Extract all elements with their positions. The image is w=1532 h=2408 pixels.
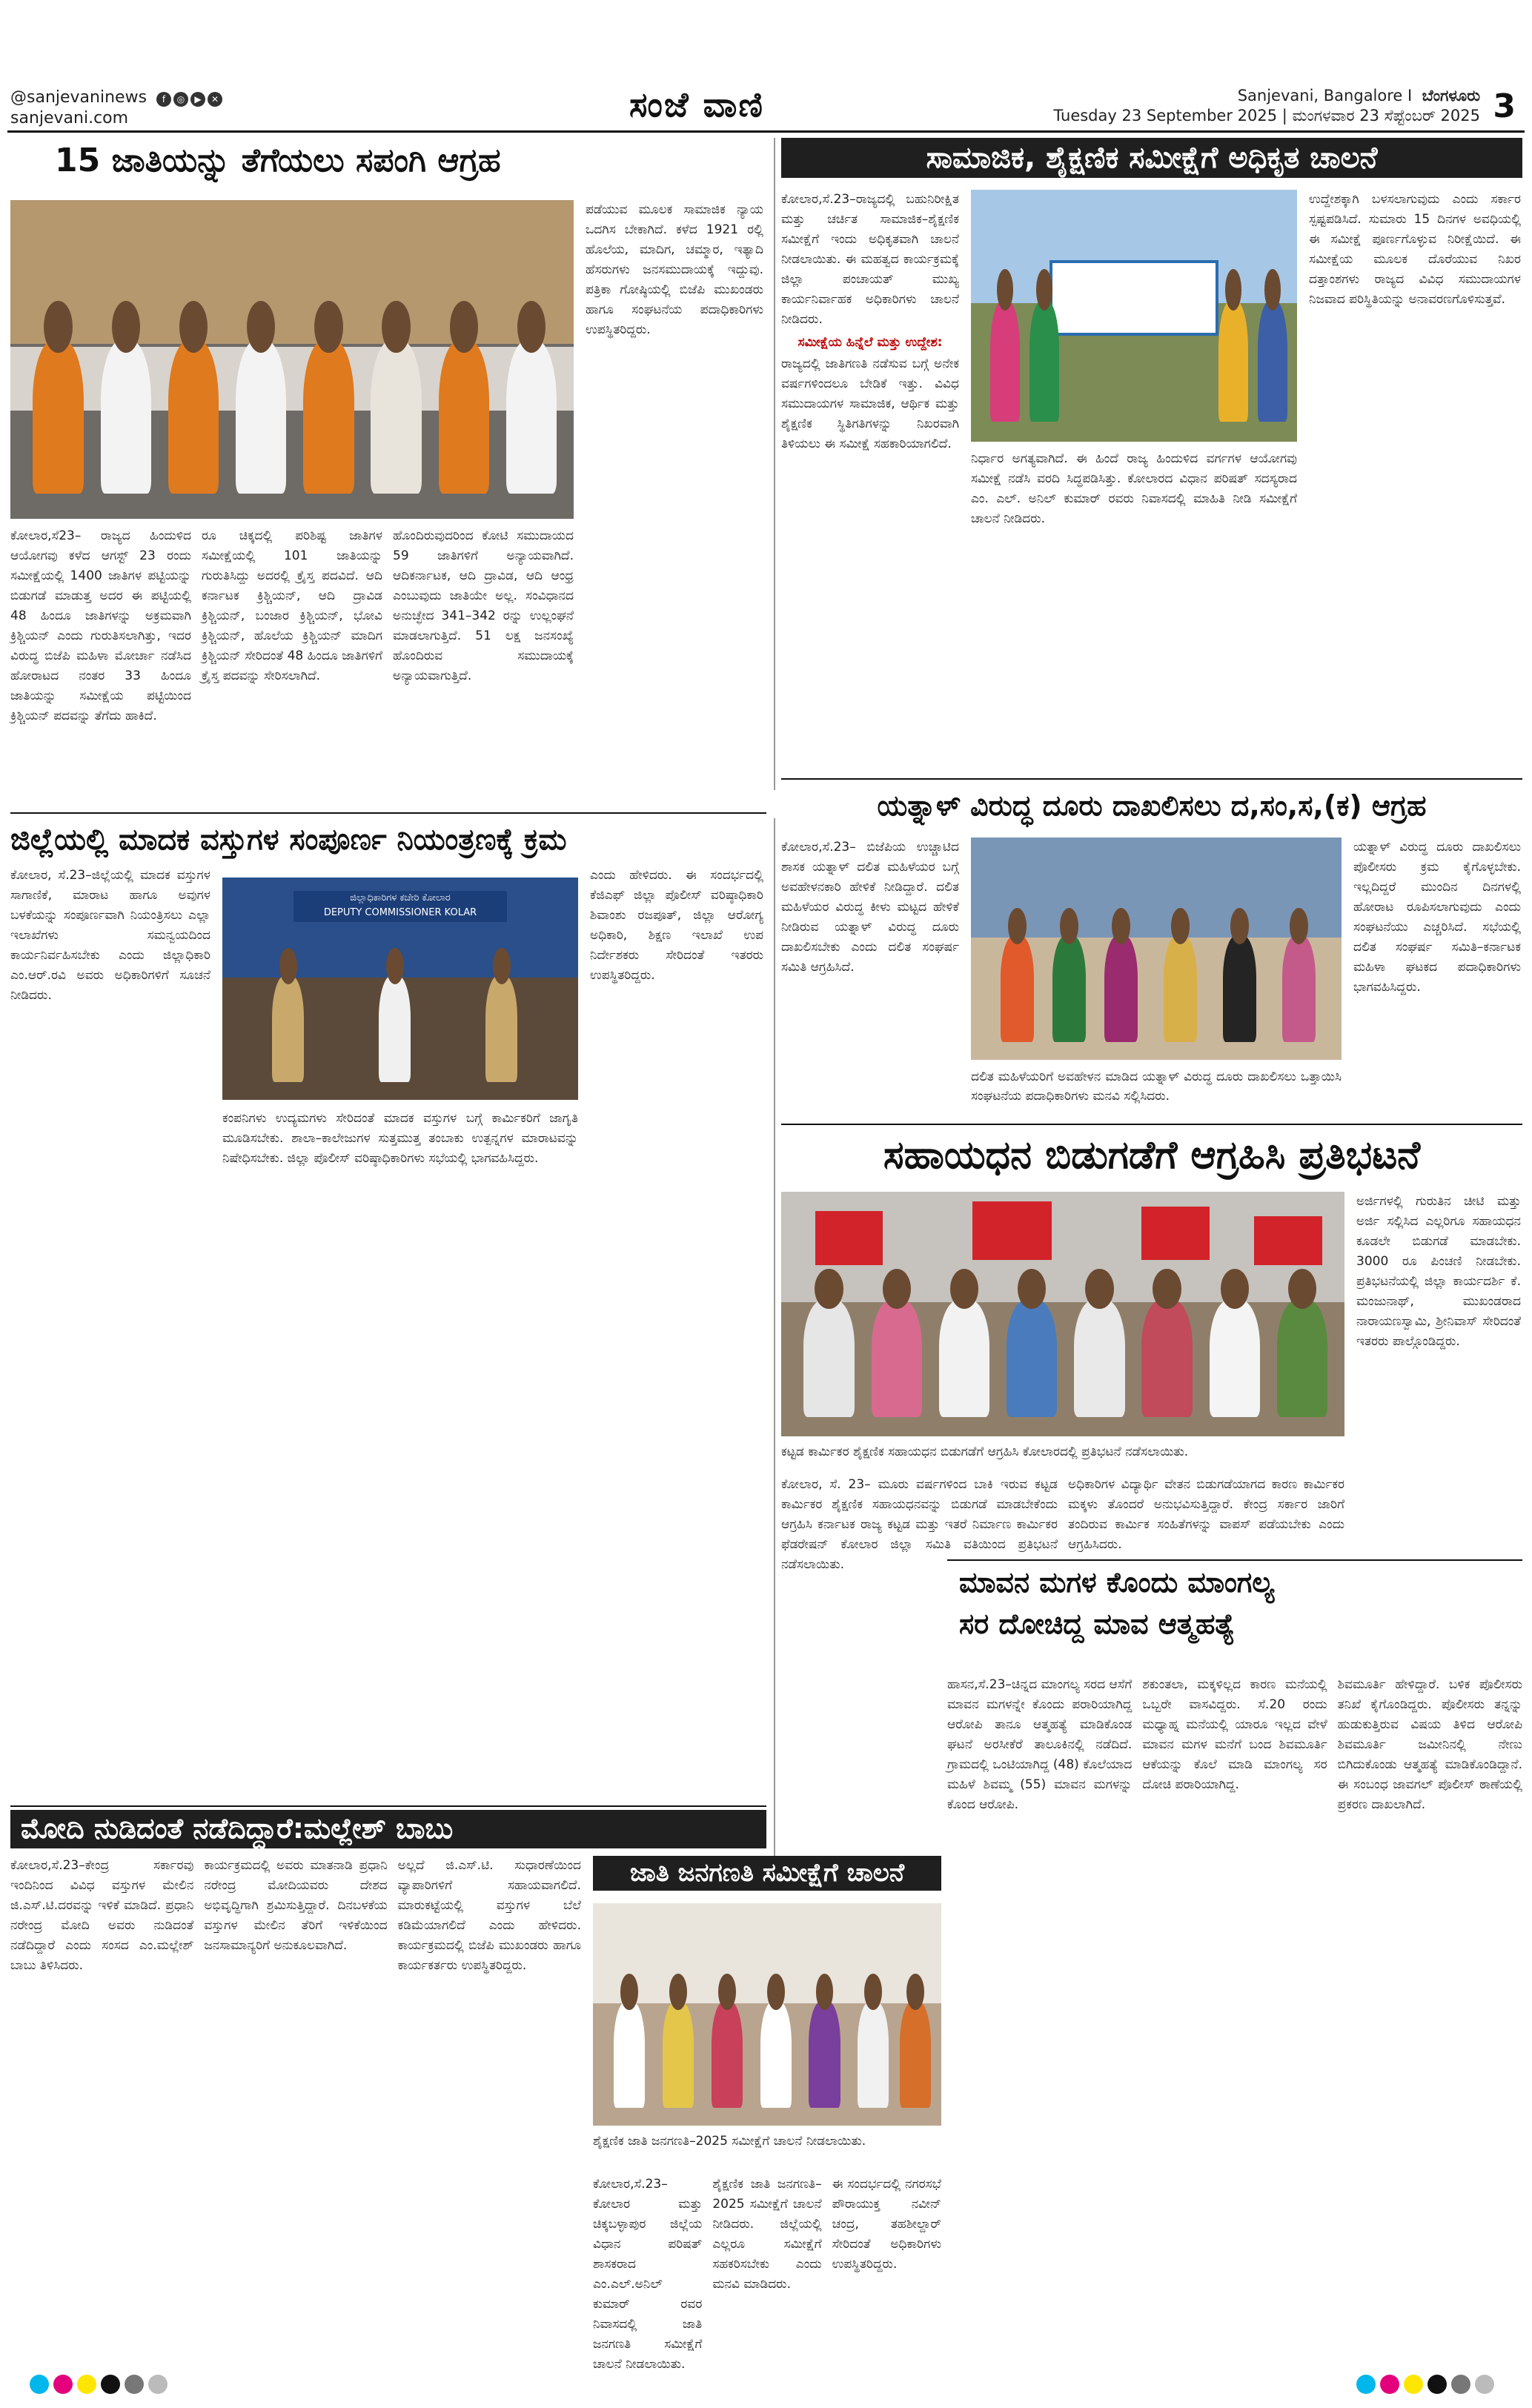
photo-census-launch — [593, 1903, 941, 2126]
photo-caption: ದಲಿತ ಮಹಿಳೆಯರಿಗೆ ಅವಹೇಳನ ಮಾಡಿದ ಯತ್ನಾಳ್ ವಿರುದ್ಧ ದೂರು ದಾಖಲಿಸಲು ಒತ್ತಾಯಿಸಿ ಸಂಘಟನೆಯ ಪದಾಧಿಕಾರಿಗಳು ಮನವಿ ಸಲ್ಲಿಸಿದರು. — [971, 1069, 1342, 1104]
section-rule — [10, 1805, 766, 1807]
story-column: ಶೈಕ್ಷಣಿಕ ಜಾತಿ ಜನಗಣತಿ–2025 ಸಮೀಕ್ಷೆಗೆ ಚಾಲನೆ ನೀಡಿದರು. ಜಿಲ್ಲೆಯಲ್ಲಿ ಎಲ್ಲರೂ ಸಮೀಕ್ಷೆಗೆ ಸಹಕರಿಸಬೇಕು ಎಂದು ಮನವಿ ಮಾಡಿದರು. — [712, 2177, 822, 2292]
social-handle[interactable]: @sanjevaninews — [10, 88, 147, 107]
page-number: 3 — [1493, 87, 1516, 125]
story-column: ರೂ ಚಿಕ್ಕದಲ್ಲಿ ಪರಿಶಿಷ್ಟ ಜಾತಿಗಳ ಸಮೀಕ್ಷೆಯಲ್ಲಿ 101 ಜಾತಿಯನ್ನು ಗುರುತಿಸಿದ್ದು ಅದರಲ್ಲಿ ಕ್ರೈಸ್ತ ಪದವಿದೆ. ಆದಿ ಕರ್ನಾಟಕ ಕ್ರಿಶ್ಚಿಯನ್, ಆದಿ ದ್ರಾವಿಡ ಕ್ರಿಶ್ಚಿಯನ್, ಬಂಜಾರ ಕ್ರಿಶ್ಚಿಯನ್, ಭೋವಿ ಕ್ರಿಶ್ಚಿಯನ್, ಹೊಲೆಯ ಕ್ರಿಶ್ಚಿಯನ್ ಮಾದಿಗ ಕ್ರಿಶ್ಚಿಯನ್ ಸೇರಿದಂತೆ 48 ಹಿಂದೂ ಜಾತಿಗಳಿಗೆ ಕ್ರೈಸ್ತ ಪದವನ್ನು ಸೇರಿಸಲಾಗಿದೆ. — [202, 528, 382, 683]
masthead-dateline: Sanjevani, Bangalore I ಬೆಂಗಳೂರು Tuesday 23 September 2025 | ಮಂಗಳವಾರ 23 ಸೆಪ್ಟೆಂಬರ್ 2025 — [1053, 87, 1480, 125]
story-drug-control — [10, 818, 766, 1767]
reg-mark-magenta — [1380, 2375, 1399, 2394]
story-column: ಕಾರ್ಯಕ್ರಮದಲ್ಲಿ ಅವರು ಮಾತನಾಡಿ ಪ್ರಧಾನಿ ನರೇಂದ್ರ ಮೋದಿಯವರು ದೇಶದ ಅಭಿವೃದ್ಧಿಗಾಗಿ ಶ್ರಮಿಸುತ್ತಿದ್ದಾರೆ. ದಿನಬಳಕೆಯ ವಸ್ತುಗಳ ಮೇಲಿನ ತೆರಿಗೆ ಇಳಿಕೆಯಿಂದ ಜನಸಾಮಾನ್ಯರಿಗೆ ಅನುಕೂಲವಾಗಿದೆ. — [204, 1858, 388, 1953]
edition-label: ಬೆಂಗಳೂರು — [1422, 87, 1480, 105]
photo-yatnal-protest — [971, 838, 1342, 1060]
story-column: ಅಲ್ಲದೆ ಜಿ.ಎಸ್.ಟಿ. ಸುಧಾರಣೆಯಿಂದ ವ್ಯಾಪಾರಿಗಳಿಗೆ ಸಹಾಯವಾಗಲಿದೆ. ಮಾರುಕಟ್ಟೆಯಲ್ಲಿ ವಸ್ತುಗಳ ಬೆಲೆ ಕಡಿಮೆಯಾಗಲಿದೆ ಎಂದು ಹೇಳಿದರು. ಕಾರ್ಯಕ್ರಮದಲ್ಲಿ ಬಿಜೆಪಿ ಮುಖಂಡರು ಹಾಗೂ ಕಾರ್ಯಕರ್ತರು ಉಪಸ್ಥಿತರಿದ್ದರು. — [397, 1858, 581, 1973]
story-uncle-suicide — [947, 1564, 1522, 2357]
reg-mark-black — [1427, 2375, 1447, 2394]
column-divider — [774, 138, 775, 790]
story-social-survey — [781, 138, 1522, 775]
story-column: ಕೋಲಾರ, ಸೆ.23–ಜಿಲ್ಲೆಯಲ್ಲಿ ಮಾದಕ ವಸ್ತುಗಳ ಸಾಗಾಣಿಕೆ, ಮಾರಾಟ ಹಾಗೂ ಅವುಗಳ ಬಳಕೆಯನ್ನು ಸಂಪೂರ್ಣವಾಗಿ ನಿಯಂತ್ರಿಸಲು ಎಲ್ಲಾ ಇಲಾಖೆಗಳು ಸಮನ್ವಯದಿಂದ ಕಾರ್ಯನಿರ್ವಹಿಸಬೇಕು ಎಂದು ಜಿಲ್ಲಾಧಿಕಾರಿ ಎಂ.ಆರ್.ರವಿ ಅವರು ಅಧಿಕಾರಿಗಳಿಗೆ ಸೂಚನೆ ನೀಡಿದರು. — [10, 868, 210, 1003]
youtube-icon[interactable]: ▶ — [190, 92, 205, 107]
headline[interactable]: ಸಹಾಯಧನ ಬಿಡುಗಡೆಗೆ ಆಗ್ರಹಿಸಿ ಪ್ರತಿಭಟನೆ — [883, 1133, 1421, 1178]
reg-mark-yellow — [77, 2375, 96, 2394]
edition-en: Sanjevani, Bangalore I — [1237, 87, 1413, 105]
date-en: Tuesday 23 September 2025 — [1053, 107, 1278, 125]
story-column: ನಿರ್ಧಾರ ಅಗತ್ಯವಾಗಿದೆ. ಈ ಹಿಂದೆ ರಾಜ್ಯ ಹಿಂದುಳಿದ ವರ್ಗಗಳ ಆಯೋಗವು ಸಮೀಕ್ಷೆ ನಡೆಸಿ ವರದಿ ಸಿದ್ಧಪಡಿಸಿತ್ತು. ಕೋಲಾರದ ವಿಧಾನ ಪರಿಷತ್ ಸದಸ್ಯರಾದ ಎಂ. ಎಲ್. ಅನಿಲ್ ಕುಮಾರ್ ರವರು ನಿವಾಸದಲ್ಲಿ ಮಾಹಿತಿ ನೀಡಿ ಸಮೀಕ್ಷೆಗೆ ಚಾಲನೆ ನೀಡಿದರು. — [971, 451, 1297, 526]
logo-text: ಸಂಜೆ ವಾಣಿ — [629, 84, 764, 125]
reg-mark-cyan — [30, 2375, 49, 2394]
story-column: ಉದ್ದೇಶಕ್ಕಾಗಿ ಬಳಸಲಾಗುವುದು ಎಂದು ಸರ್ಕಾರ ಸ್ಪಷ್ಟಪಡಿಸಿದೆ. ಸುಮಾರು 15 ದಿನಗಳ ಅವಧಿಯಲ್ಲಿ ಈ ಸಮೀಕ್ಷೆ ಪೂರ್ಣಗೊಳ್ಳುವ ನಿರೀಕ್ಷೆಯಿದೆ. ಈ ಸಮೀಕ್ಷೆಯ ಮೂಲಕ ದೊರೆಯುವ ನಿಖರ ದತ್ತಾಂಶಗಳು ರಾಜ್ಯದ ವಿವಿಧ ಸಮುದಾಯಗಳ ನಿಜವಾದ ಪರಿಸ್ಥಿತಿಯನ್ನು ಅನಾವರಣಗೊಳಿಸುತ್ತವೆ. — [1309, 192, 1521, 307]
twitter-icon[interactable]: ✕ — [208, 92, 222, 107]
website-link[interactable]: sanjevani.com — [10, 109, 129, 127]
section-rule — [947, 1559, 1522, 1561]
reg-mark-gray-light — [148, 2375, 168, 2394]
photo-survey-launch — [971, 190, 1297, 442]
section-rule — [10, 812, 766, 814]
headline[interactable]: ಜಾತಿ ಜನಗಣತಿ ಸಮೀಕ್ಷೆಗೆ ಚಾಲನೆ — [593, 1856, 941, 1891]
reg-mark-yellow — [1404, 2375, 1423, 2394]
headline-line-1[interactable]: ಮಾವನ ಮಗಳ ಕೊಂದು ಮಾಂಗಲ್ಯ — [959, 1566, 1275, 1599]
facebook-icon[interactable]: f — [156, 92, 171, 107]
subhead: ಸಮೀಕ್ಷೆಯ ಹಿನ್ನೆಲೆ ಮತ್ತು ಉದ್ದೇಶ: — [797, 335, 943, 350]
story-column — [781, 190, 959, 775]
story-modi-body — [10, 1856, 581, 2367]
masthead-social — [10, 87, 225, 129]
story-column: ಕೋಲಾರ,ಸೆ.23–ಕೇಂದ್ರ ಸರ್ಕಾರವು ಇಂದಿನಿಂದ ವಿವಿಧ ವಸ್ತುಗಳ ಮೇಲಿನ ಜಿ.ಎಸ್.ಟಿ.ದರವನ್ನು ಇಳಿಕೆ ಮಾಡಿದೆ. ಪ್ರಧಾನಿ ನರೇಂದ್ರ ಮೋದಿ ಅವರು ನುಡಿದಂತೆ ನಡೆದಿದ್ದಾರೆ ಎಂದು ಸಂಸದ ಎಂ.ಮಲ್ಲೇಶ್ ಬಾಬು ತಿಳಿಸಿದರು. — [10, 1858, 194, 1973]
banner-label-en: DEPUTY COMMISSIONER KOLAR — [323, 907, 477, 918]
story-column: ಯತ್ನಾಳ್ ವಿರುದ್ಧ ದೂರು ದಾಖಲಿಸಲು ಪೊಲೀಸರು ಕ್ರಮ ಕೈಗೊಳ್ಳಬೇಕು. ಇಲ್ಲದಿದ್ದರೆ ಮುಂದಿನ ದಿನಗಳಲ್ಲಿ ಹೋರಾಟ ರೂಪಿಸಲಾಗುವುದು ಎಂದು ಸಂಘಟನೆಯು ಎಚ್ಚರಿಸಿದೆ. ಸಭೆಯಲ್ಲಿ ದಲಿತ ಸಂಘರ್ಷ ಸಮಿತಿ–ಕರ್ನಾಟಕ ಮಹಿಳಾ ಘಟಕದ ಪದಾಧಿಕಾರಿಗಳು ಭಾಗವಹಿಸಿದ್ದರು. — [1353, 840, 1521, 995]
reg-mark-black — [101, 2375, 120, 2394]
story-column: ಅಧಿಕಾರಿಗಳ ವಿದ್ಯಾರ್ಥಿ ವೇತನ ಬಿಡುಗಡೆಯಾಗದ ಕಾರಣ ಕಾರ್ಮಿಕರ ಮಕ್ಕಳು ತೊಂದರೆ ಅನುಭವಿಸುತ್ತಿದ್ದಾರೆ. ಕೇಂದ್ರ ಸರ್ಕಾರ ಜಾರಿಗೆ ತಂದಿರುವ ಕಾರ್ಮಿಕ ಸಂಹಿತೆಗಳನ್ನು ವಾಪಸ್ ಪಡೆಯಬೇಕು ಎಂದು ಆಗ್ರಹಿಸಿದರು. — [1068, 1477, 1344, 1552]
paragraph: ರಾಜ್ಯದಲ್ಲಿ ಜಾತಿಗಣತಿ ನಡೆಸುವ ಬಗ್ಗೆ ಅನೇಕ ವರ್ಷಗಳಿಂದಲೂ ಬೇಡಿಕೆ ಇತ್ತು. ವಿವಿಧ ಸಮುದಾಯಗಳ ಸಾಮಾಜಿಕ, ಆರ್ಥಿಕ ಮತ್ತು ಶೈಕ್ಷಣಿಕ ಸ್ಥಿತಿಗತಿಗಳನ್ನು ನಿಖರವಾಗಿ ತಿಳಿಯಲು ಈ ಸಮೀಕ್ಷೆ ಸಹಕಾರಿಯಾಗಲಿದೆ. — [781, 356, 959, 451]
story-census — [593, 1856, 941, 2372]
story-column: ಅರ್ಜಿಗಳಲ್ಲಿ ಗುರುತಿನ ಚೀಟಿ ಮತ್ತು ಅರ್ಜಿ ಸಲ್ಲಿಸಿದ ಎಲ್ಲರಿಗೂ ಸಹಾಯಧನ ಕೂಡಲೇ ಬಿಡುಗಡೆ ಮಾಡಬೇಕು. 3000 ರೂ ಪಿಂಚಣಿ ನೀಡಬೇಕು. ಪ್ರತಿಭಟನೆಯಲ್ಲಿ ಜಿಲ್ಲಾ ಕಾರ್ಯದರ್ಶಿ ಕೆ. ಮಂಜುನಾಥ್, ಮುಖಂಡರಾದ ನಾರಾಯಣಸ್ವಾಮಿ, ಶ್ರೀನಿವಾಸ್ ಸೇರಿದಂತೆ ಇತರರು ಪಾಲ್ಗೊಂಡಿದ್ದರು. — [1356, 1194, 1521, 1349]
story-column: ಎಂದು ಹೇಳಿದರು. ಈ ಸಂದರ್ಭದಲ್ಲಿ ಕೆಜಿಎಫ್ ಜಿಲ್ಲಾ ಪೊಲೀಸ್ ವರಿಷ್ಠಾಧಿಕಾರಿ ಶಿವಾಂಶು ರಜಪೂತ್, ಜಿಲ್ಲಾ ಆರೋಗ್ಯ ಅಧಿಕಾರಿ, ಶಿಕ್ಷಣ ಇಲಾಖೆ ಉಪ ನಿರ್ದೇಶಕರು ಸೇರಿದಂತೆ ಇತರರು ಉಪಸ್ಥಿತರಿದ್ದರು. — [590, 868, 763, 983]
story-caste-survey — [10, 138, 766, 805]
column-divider — [774, 818, 775, 1885]
story-column: ಕೋಲಾರ,ಸೆ.23– ಕೋಲಾರ ಮತ್ತು ಚಿಕ್ಕಬಳ್ಳಾಪುರ ಜಿಲ್ಲೆಯ ವಿಧಾನ ಪರಿಷತ್ ಶಾಸಕರಾದ ಎಂ.ಎಲ್.ಅನಿಲ್ ಕುಮಾರ್ ರವರ ನಿವಾಸದಲ್ಲಿ ಜಾತಿ ಜನಗಣತಿ ಸಮೀಕ್ಷೆಗೆ ಚಾಲನೆ ನೀಡಲಾಯಿತು. — [593, 2177, 703, 2372]
reg-mark-gray-dark — [1451, 2375, 1470, 2394]
photo-protest-rally — [781, 1192, 1344, 1436]
story-column: ಹಾಸನ,ಸೆ.23–ಚಿನ್ನದ ಮಾಂಗಲ್ಯ ಸರದ ಆಸೆಗೆ ಮಾವನ ಮಗಳನ್ನೇ ಕೊಂದು ಪರಾರಿಯಾಗಿದ್ದ ಆರೋಪಿ ತಾನೂ ಆತ್ಮಹತ್ಯೆ ಮಾಡಿಕೊಂಡ ಘಟನೆ ಅರಸೀಕೆರೆ ತಾಲೂಕಿನಲ್ಲಿ ನಡೆದಿದೆ. ಗ್ರಾಮದಲ್ಲಿ ಒಂಟಿಯಾಗಿದ್ದ (48) ಕೊಲೆಯಾದ ಮಹಿಳೆ ಶಿವಮ್ಮ (55) ಮಾವನ ಮಗಳನ್ನು ಕೊಂದ ಆರೋಪಿ. — [947, 1677, 1133, 1812]
photo-caption: ಶೈಕ್ಷಣಿಕ ಜಾತಿ ಜನಗಣತಿ–2025 ಸಮೀಕ್ಷೆಗೆ ಚಾಲನೆ ನೀಡಲಾಯಿತು. — [593, 2134, 866, 2149]
story-column: ಹೊಂದಿರುವುದರಿಂದ ಕೋಟಿ ಸಮುದಾಯದ 59 ಜಾತಿಗಳಿಗೆ ಅನ್ಯಾಯವಾಗಿದೆ. ಆದಿಕರ್ನಾಟಕ, ಆದಿ ದ್ರಾವಿಡ, ಆದಿ ಆಂಧ್ರ ಎಂಬುವುದು ಜಾತಿಯೇ ಅಲ್ಲ. ಸಂವಿಧಾನದ ಅನುಚ್ಛೇದ 341–342 ರನ್ನು ಉಲ್ಲಂಘನೆ ಮಾಡಲಾಗುತ್ತಿದೆ. 51 ಲಕ್ಷ ಜನಸಂಖ್ಯೆ ಹೊಂದಿರುವ ಸಮುದಾಯಕ್ಕೆ ಅನ್ಯಾಯವಾಗುತ್ತಿದೆ. — [393, 528, 574, 683]
reg-mark-gray-dark — [125, 2375, 144, 2394]
date-kn: ಮಂಗಳವಾರ 23 ಸೆಪ್ಟೆಂಬರ್ 2025 — [1292, 107, 1480, 125]
story-protest-cont — [781, 1475, 1344, 1572]
paragraph: ಕೋಲಾರ,ಸೆ.23–ರಾಜ್ಯದಲ್ಲಿ ಬಹುನಿರೀಕ್ಷಿತ ಮತ್ತು ಚರ್ಚಿತ ಸಾಮಾಜಿಕ–ಶೈಕ್ಷಣಿಕ ಸಮೀಕ್ಷೆಗೆ ಇಂದು ಅಧಿಕೃತವಾಗಿ ಚಾಲನೆ ನೀಡಲಾಯಿತು. ಈ ಮಹತ್ವದ ಕಾರ್ಯಕ್ರಮಕ್ಕೆ ಜಿಲ್ಲಾ ಪಂಚಾಯತ್ ಮುಖ್ಯ ಕಾರ್ಯನಿರ್ವಾಹಕ ಅಧಿಕಾರಿಗಳು ಚಾಲನೆ ನೀಡಿದರು. — [781, 192, 959, 327]
story-column: ಈ ಸಂದರ್ಭದಲ್ಲಿ ನಗರಸಭೆ ಪೌರಾಯುಕ್ತ ನವೀನ್ ಚಂದ್ರ, ತಹಶೀಲ್ದಾರ್ ಸೇರಿದಂತೆ ಅಧಿಕಾರಿಗಳು ಉಪಸ್ಥಿತರಿದ್ದರು. — [832, 2177, 941, 2272]
reg-mark-cyan — [1356, 2375, 1376, 2394]
headline[interactable]: ಜಿಲ್ಲೆಯಲ್ಲಿ ಮಾದಕ ವಸ್ತುಗಳ ಸಂಪೂರ್ಣ ನಿಯಂತ್ರಣಕ್ಕೆ ಕ್ರಮ — [10, 823, 567, 857]
reg-mark-magenta — [53, 2375, 73, 2394]
headline[interactable]: ಯತ್ನಾಳ್ ವಿರುದ್ಧ ದೂರು ದಾಖಲಿಸಲು ದ,ಸಂ,ಸ,(ಕ) ಆಗ್ರಹ — [877, 789, 1427, 822]
story-yatnal — [781, 786, 1522, 1119]
banner-label-kn: ಜಿಲ್ಲಾಧಿಕಾರಿಗಳ ಕಚೇರಿ ಕೋಲಾರ — [350, 892, 451, 903]
story-column: ಶಿವಮೂರ್ತಿ ಹೇಳಿದ್ದಾರೆ. ಬಳಿಕ ಪೊಲೀಸರು ತನಿಖೆ ಕೈಗೊಂಡಿದ್ದರು. ಪೊಲೀಸರು ತನ್ನನ್ನು ಹುಡುಕುತ್ತಿರುವ ವಿಷಯ ತಿಳಿದ ಆರೋಪಿ ಶಿವಮೂರ್ತಿ ಜಮೀನಿನಲ್ಲಿ ನೇಣು ಬಿಗಿದುಕೊಂಡು ಆತ್ಮಹತ್ಯೆ ಮಾಡಿಕೊಂಡಿದ್ದಾನೆ. ಈ ಸಂಬಂಧ ಜಾವಗಲ್ ಪೊಲೀಸ್ ಠಾಣೆಯಲ್ಲಿ ಪ್ರಕರಣ ದಾಖಲಾಗಿದೆ. — [1337, 1677, 1522, 1812]
story-column: ಕೋಲಾರ, ಸೆ. 23– ಮೂರು ವರ್ಷಗಳಿಂದ ಬಾಕಿ ಇರುವ ಕಟ್ಟಡ ಕಾರ್ಮಿಕರ ಶೈಕ್ಷಣಿಕ ಸಹಾಯಧನವನ್ನು ಬಿಡುಗಡೆ ಮಾಡಬೇಕೆಂದು ಆಗ್ರಹಿಸಿ ಕರ್ನಾಟಕ ರಾಜ್ಯ ಕಟ್ಟಡ ಮತ್ತು ಇತರೆ ನಿರ್ಮಾಣ ಕಾರ್ಮಿಕರ ಫೆಡರೇಷನ್ ಕೋಲಾರ ಜಿಲ್ಲಾ ಸಮಿತಿ ವತಿಯಿಂದ ಪ್ರತಿಭಟನೆ ನಡೆಸಲಾಯಿತು. — [781, 1477, 1058, 1572]
photo-press-meet — [10, 200, 574, 519]
instagram-icon[interactable]: ◎ — [173, 92, 188, 107]
story-column: ಶಕುಂತಲಾ, ಮಕ್ಕಳಿಲ್ಲದ ಕಾರಣ ಮನೆಯಲ್ಲಿ ಒಬ್ಬರೇ ವಾಸವಿದ್ದರು. ಸೆ.20 ರಂದು ಮಧ್ಯಾಹ್ನ ಮನೆಯಲ್ಲಿ ಯಾರೂ ಇಲ್ಲದ ವೇಳೆ ಮಾವನ ಮಗಳ ಮನೆಗೆ ಬಂದ ಶಿವಮೂರ್ತಿ ಆಕೆಯನ್ನು ಕೊಲೆ ಮಾಡಿ ಮಾಂಗಲ್ಯ ಸರ ದೋಚಿ ಪರಾರಿಯಾಗಿದ್ದ. — [1142, 1677, 1327, 1792]
story-column: ಪಡೆಯುವ ಮೂಲಕ ಸಾಮಾಜಿಕ ನ್ಯಾಯ ಒದಗಿಸ ಬೇಕಾಗಿದೆ. ಕಳೆದ 1921 ರಲ್ಲಿ ಹೊಲೆಯ, ಮಾದಿಗ, ಚಮ್ಮಾರ, ಇತ್ಯಾದಿ ಹೆಸರುಗಳು ಜನಸಮುದಾಯಕ್ಕೆ ಇದ್ದುವು. ಪತ್ರಿಕಾ ಗೋಷ್ಠಿಯಲ್ಲಿ ಬಿಜೆಪಿ ಮುಖಂಡರು ಹಾಗೂ ಸಂಘಟನೆಯ ಪದಾಧಿಕಾರಿಗಳು ಉಪಸ್ಥಿತರಿದ್ದರು. — [586, 202, 763, 337]
masthead-rule — [7, 130, 1525, 133]
headline[interactable]: ಮೋದಿ ನುಡಿದಂತೆ ನಡೆದಿದ್ದಾರೆ:ಮಲ್ಲೇಶ್ ಬಾಬು — [10, 1810, 766, 1848]
headline[interactable]: ಸಾಮಾಜಿಕ, ಶೈಕ್ಷಣಿಕ ಸಮೀಕ್ಷೆಗೆ ಅಧಿಕೃತ ಚಾಲನೆ — [781, 138, 1522, 178]
social-icons — [156, 87, 225, 108]
headline[interactable]: 15 ಜಾತಿಯನ್ನು ತೆಗೆಯಲು ಸಪಂಗಿ ಆಗ್ರಹ — [55, 142, 501, 179]
registration-strip-right — [1356, 2375, 1494, 2394]
section-rule — [781, 1124, 1522, 1125]
photo-caption: ಕಟ್ಟಡ ಕಾರ್ಮಿಕರ ಶೈಕ್ಷಣಿಕ ಸಹಾಯಧನ ಬಿಡುಗಡೆಗೆ ಆಗ್ರಹಿಸಿ ಕೋಲಾರದಲ್ಲಿ ಪ್ರತಿಭಟನೆ ನಡೆಸಲಾಯಿತು. — [781, 1445, 1189, 1459]
registration-strip-left — [30, 2375, 168, 2394]
reg-mark-gray-light — [1475, 2375, 1494, 2394]
section-rule — [781, 778, 1522, 780]
headline-line-2[interactable]: ಸರ ದೋಚಿದ್ದ ಮಾವ ಆತ್ಮಹತ್ಯೆ — [959, 1607, 1236, 1640]
newspaper-logo — [519, 83, 875, 126]
story-column: ಕೋಲಾರ,ಸೆ23– ರಾಜ್ಯದ ಹಿಂದುಳಿದ ಆಯೋಗವು ಕಳೆದ ಆಗಸ್ಟ್ 23 ರಂದು ಸಮೀಕ್ಷೆಯಲ್ಲಿ 1400 ಜಾತಿಗಳ ಪಟ್ಟಿಯನ್ನು ಬಿಡುಗಡೆ ಮಾಡುತ್ತ ಅದರ ಈ ಪಟ್ಟಿಯಲ್ಲಿ 48 ಹಿಂದೂ ಜಾತಿಗಳನ್ನು ಅಕ್ರಮವಾಗಿ ಕ್ರಿಶ್ಚಿಯನ್ ಎಂದು ಗುರುತಿಸಲಾಗಿತ್ತು, ಇದರ ವಿರುದ್ಧ ಬಿಜೆಪಿ ಮಹಿಳಾ ಮೋರ್ಚಾ ನಡೆಸಿದ ಹೋರಾಟದ ನಂತರ 33 ಹಿಂದೂ ಜಾತಿಯನ್ನು ಸಮೀಕ್ಷೆಯ ಪಟ್ಟಿಯಿಂದ ಕ್ರಿಶ್ಚಿಯನ್ ಪದವನ್ನು ತೆಗೆದು ಹಾಕಿದೆ. — [10, 528, 191, 723]
photo-dc-meeting — [222, 878, 578, 1100]
story-column: ಕೋಲಾರ,ಸೆ.23– ಬಿಜೆಪಿಯ ಉಚ್ಚಾಟಿದ ಶಾಸಕ ಯತ್ನಾಳ್ ದಲಿತ ಮಹಿಳೆಯರ ಬಗ್ಗೆ ಅವಹೇಳನಕಾರಿ ಹೇಳಿಕೆ ನೀಡಿದ್ದಾರೆ. ದಲಿತ ಮಹಿಳೆಯರ ವಿರುದ್ಧ ಕೀಳು ಮಟ್ಟದ ಹೇಳಿಕೆ ನೀಡಿರುವ ಯತ್ನಾಳ್ ವಿರುದ್ಧ ದೂರು ದಾಖಲಿಸಬೇಕು ಎಂದು ದಲಿತ ಸಂಘರ್ಷ ಸಮಿತಿ ಆಗ್ರಹಿಸಿದೆ. — [781, 840, 959, 975]
masthead — [0, 0, 1532, 130]
story-column: ಕಂಪನಿಗಳು ಉದ್ಯಮಗಳು ಸೇರಿದಂತೆ ಮಾದಕ ವಸ್ತುಗಳ ಬಗ್ಗೆ ಕಾರ್ಮಿಕರಿಗೆ ಜಾಗೃತಿ ಮೂಡಿಸಬೇಕು. ಶಾಲಾ–ಕಾಲೇಜುಗಳ ಸುತ್ತಮುತ್ತ ತಂಬಾಕು ಉತ್ಪನ್ನಗಳ ಮಾರಾಟವನ್ನು ನಿಷೇಧಿಸಬೇಕು. ಜಿಲ್ಲಾ ಪೊಲೀಸ್ ವರಿಷ್ಠಾಧಿಕಾರಿಗಳು ಸಭೆಯಲ್ಲಿ ಭಾಗವಹಿಸಿದ್ದರು. — [222, 1111, 578, 1166]
